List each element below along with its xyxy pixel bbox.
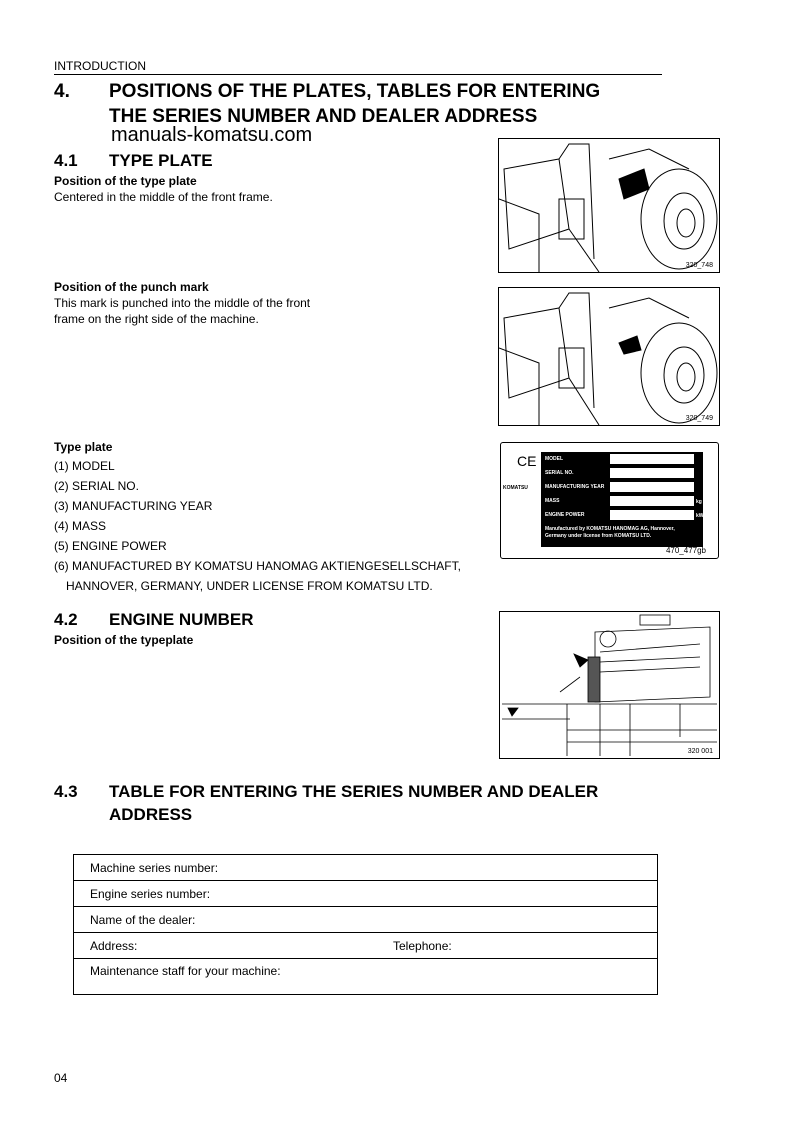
s42-title: ENGINE NUMBER: [109, 610, 254, 629]
figure-engine-number: [499, 611, 720, 759]
s41-text-1: Centered in the middle of the front frame.: [54, 190, 273, 204]
komatsu-logo: KOMATSU: [503, 485, 528, 491]
table-row: [74, 881, 658, 907]
plate-field-label: MANUFACTURING YEAR: [545, 484, 605, 490]
header-rule: [54, 74, 662, 75]
s43-number: 4.3: [54, 782, 78, 801]
plate-field-label: SERIAL NO.: [545, 470, 574, 476]
s41-text-2a: This mark is punched into the middle of the front: [54, 296, 311, 310]
table-row: [74, 907, 658, 933]
table-row: [74, 959, 658, 995]
telephone-field[interactable]: Telephone:: [376, 933, 658, 959]
type-plate-figure: [500, 442, 719, 559]
figure-caption: 320 001: [687, 748, 713, 755]
page-title-line2: THE SERIES NUMBER AND DEALER ADDRESS: [109, 106, 538, 127]
type-plate-item: (1) MODEL: [54, 459, 115, 473]
plate-field-box: [610, 468, 694, 478]
watermark: manuals-komatsu.com: [111, 124, 313, 146]
s43-title-line2: ADDRESS: [109, 805, 193, 824]
machine-series-field[interactable]: Machine series number:: [74, 855, 658, 881]
s41-text-2b: frame on the right side of the machine.: [54, 312, 259, 326]
plate-unit: kW: [696, 513, 704, 519]
s41-subheading-1: Position of the type plate: [54, 174, 197, 188]
figure-type-plate-position: [498, 138, 720, 273]
type-plate-item: (6) MANUFACTURED BY KOMATSU HANOMAG AKTIENGESELLSCHAFT,: [54, 559, 461, 573]
type-plate-heading: Type plate: [54, 440, 113, 454]
ce-mark: CE: [517, 453, 537, 469]
plate-field-box: [610, 496, 694, 506]
type-plate-item: HANNOVER, GERMANY, UNDER LICENSE FROM KOMATSU LTD.: [66, 579, 433, 593]
maintenance-staff-field[interactable]: Maintenance staff for your machine:: [74, 959, 658, 995]
plate-field-label: MASS: [545, 498, 560, 504]
table-row: [74, 933, 658, 959]
page-title-line1: POSITIONS OF THE PLATES, TABLES FOR ENTERING: [109, 81, 601, 102]
page-number: 04: [54, 1071, 68, 1085]
s42-subheading: Position of the typeplate: [54, 633, 194, 647]
figure-caption: 470_477gb: [665, 546, 706, 555]
s41-title: TYPE PLATE: [109, 151, 213, 170]
table-row: [74, 855, 658, 881]
plate-field-label: MODEL: [545, 456, 564, 462]
plate-field-box: [610, 454, 694, 464]
type-plate-item: (2) SERIAL NO.: [54, 479, 139, 493]
plate-fields: [541, 452, 703, 547]
type-plate-item: (4) MASS: [54, 519, 107, 533]
address-field[interactable]: Address:: [74, 933, 377, 959]
running-header: INTRODUCTION: [54, 59, 146, 73]
section-number: 4.: [54, 81, 70, 102]
type-plate-item: (5) ENGINE POWER: [54, 539, 167, 553]
plate-field-box: [610, 510, 694, 520]
figure-caption: 320_749: [685, 415, 713, 422]
s43-title-line1: TABLE FOR ENTERING THE SERIES NUMBER AND DEALER: [109, 782, 599, 801]
plate-field-label: ENGINE POWER: [545, 512, 585, 518]
plate-footer: Manufactured by KOMATSU HANOMAG AG, Hannover, Germany under license from KOMATSU LTD.: [545, 526, 675, 539]
dealer-name-field[interactable]: Name of the dealer:: [74, 907, 658, 933]
type-plate-item: (3) MANUFACTURING YEAR: [54, 499, 213, 513]
plate-field-box: [610, 482, 694, 492]
s41-subheading-2: Position of the punch mark: [54, 280, 209, 294]
plate-unit: kg: [696, 499, 702, 505]
s42-number: 4.2: [54, 610, 78, 629]
figure-caption: 320_748: [685, 262, 713, 269]
figure-punch-mark-position: [498, 287, 720, 426]
s41-number: 4.1: [54, 151, 78, 170]
series-dealer-table: [73, 854, 658, 995]
engine-series-field[interactable]: Engine series number:: [74, 881, 658, 907]
